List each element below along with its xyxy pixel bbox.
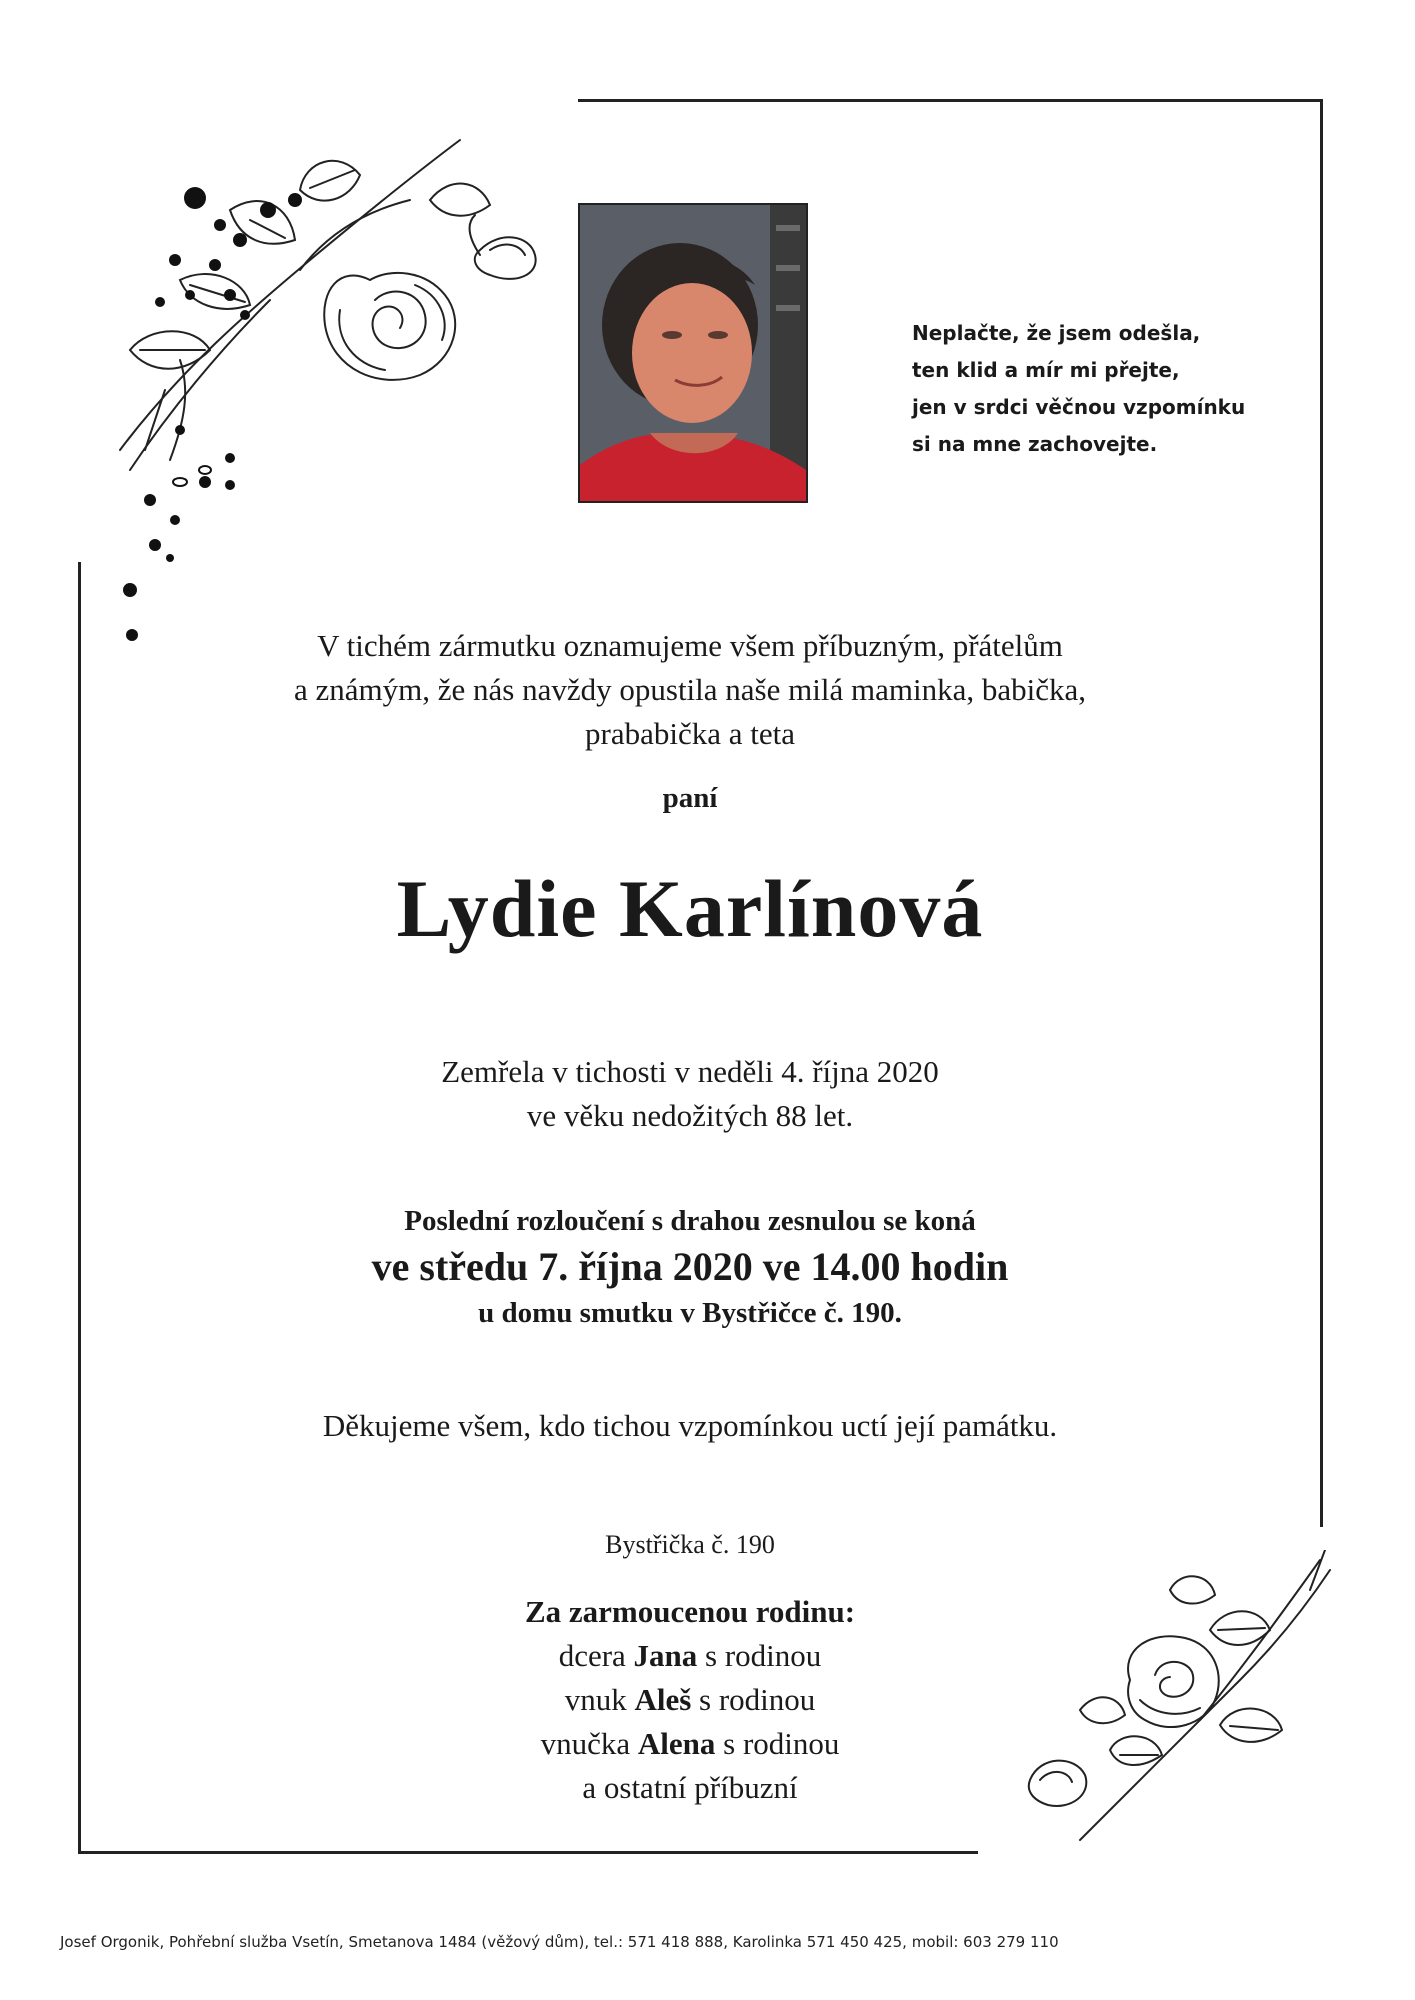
poem-line: jen v srdci věčnou vzpomínku bbox=[912, 395, 1246, 419]
relation-suffix: s rodinou bbox=[715, 1726, 840, 1761]
family-member bbox=[150, 1634, 1230, 1678]
relation: vnuk bbox=[564, 1682, 635, 1717]
death-line: Zemřela v tichosti v neděli 4. října 2020 bbox=[441, 1054, 939, 1089]
poem-line: si na mne zachovejte. bbox=[912, 432, 1158, 456]
portrait-photo bbox=[578, 203, 808, 503]
thanks-text: Děkujeme všem, kdo tichou vzpomínkou uctí její památku. bbox=[322, 1408, 1058, 1443]
frame-left-line bbox=[78, 562, 81, 1854]
relation: vnučka bbox=[540, 1726, 638, 1761]
poem-line: ten klid a mír mi přejte, bbox=[912, 358, 1180, 382]
member-name: Jana bbox=[633, 1638, 698, 1673]
deceased-name: Lydie Karlínová bbox=[396, 863, 984, 954]
farewell-location: u domu smutku v Bystřičce č. 190. bbox=[478, 1297, 902, 1329]
member-name: Aleš bbox=[634, 1682, 692, 1717]
relation: dcera bbox=[558, 1638, 634, 1673]
announcement-line: prababička a teta bbox=[585, 716, 795, 751]
farewell-intro: Poslední rozloučení s drahou zesnulou se koná bbox=[404, 1205, 976, 1237]
announcement-line: a známým, že nás navždy opustila naše milá maminka, babička, bbox=[294, 672, 1086, 707]
frame-top-line bbox=[578, 99, 1322, 102]
family-signature bbox=[150, 1590, 1230, 1810]
honorific-title: paní bbox=[662, 782, 718, 814]
frame-bottom-line bbox=[78, 1851, 978, 1854]
family-member bbox=[150, 1678, 1230, 1722]
family-member bbox=[150, 1722, 1230, 1766]
family-closing: a ostatní příbuzní bbox=[582, 1770, 798, 1805]
place-address: Bystřička č. 190 bbox=[605, 1530, 775, 1559]
announcement-text bbox=[150, 624, 1230, 756]
poem bbox=[912, 315, 1272, 463]
death-line: ve věku nedožitých 88 let. bbox=[526, 1098, 854, 1133]
rose-branch-with-berries-icon bbox=[70, 90, 540, 650]
relation-suffix: s rodinou bbox=[691, 1682, 816, 1717]
poem-line: Neplačte, že jsem odešla, bbox=[912, 321, 1201, 345]
frame-right-line bbox=[1320, 99, 1323, 1527]
death-info bbox=[150, 1050, 1230, 1138]
member-name: Alena bbox=[637, 1726, 716, 1761]
family-heading: Za zarmoucenou rodinu: bbox=[524, 1594, 856, 1629]
relation-suffix: s rodinou bbox=[697, 1638, 822, 1673]
announcement-line: V tichém zármutku oznamujeme všem příbuzným, přátelům bbox=[317, 628, 1063, 663]
funeral-service-footer: Josef Orgonik, Pohřební služba Vsetín, Smetanova 1484 (věžový dům), tel.: 571 418 888, Karolinka 571 450 425, mobil: 603 279 110 bbox=[60, 1933, 1059, 1951]
farewell-datetime: ve středu 7. října 2020 ve 14.00 hodin bbox=[371, 1244, 1009, 1289]
